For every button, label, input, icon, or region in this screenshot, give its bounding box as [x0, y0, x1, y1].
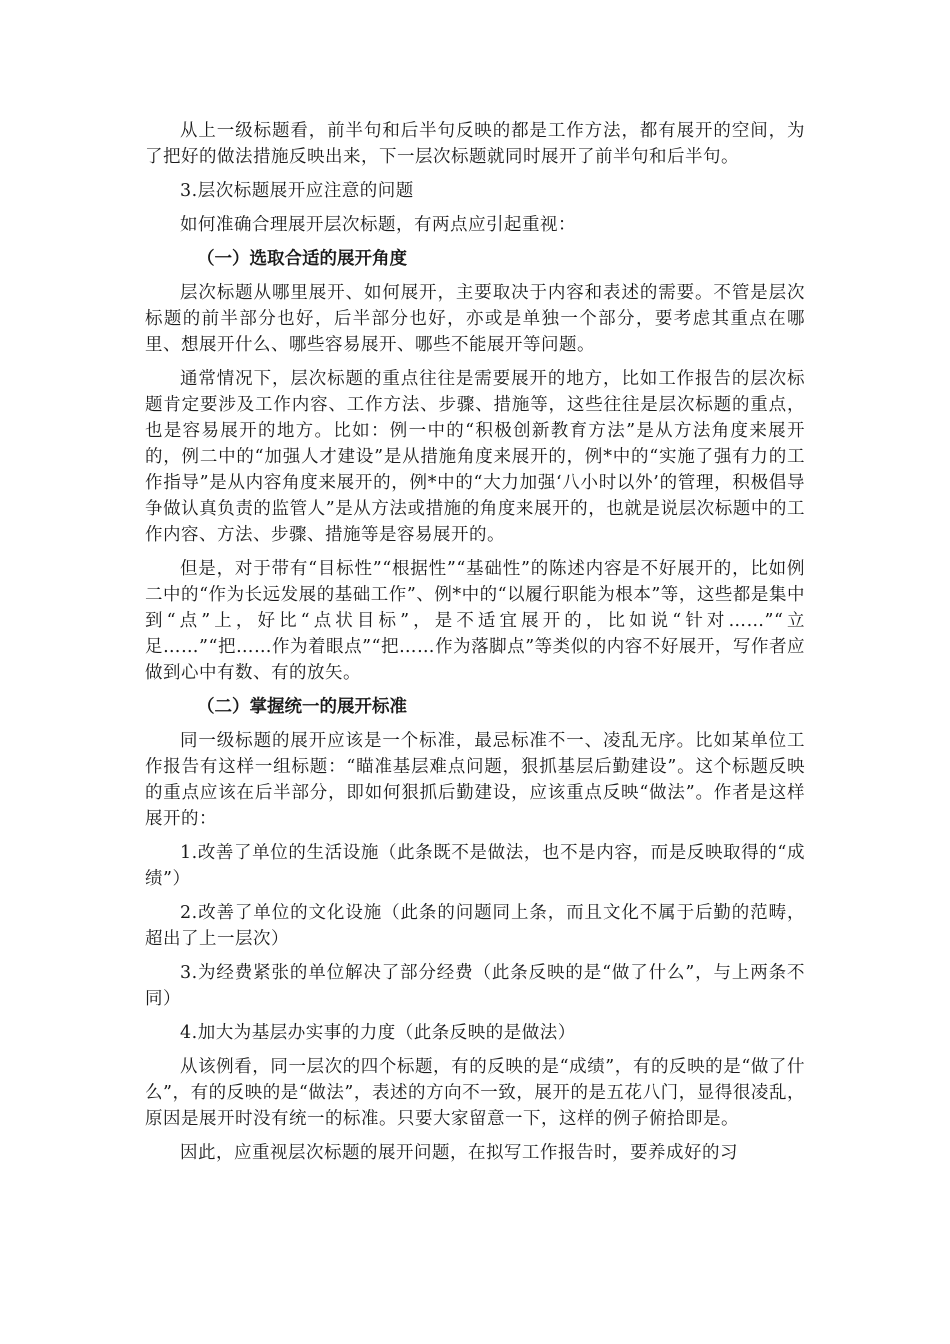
document-page	[145, 118, 805, 1174]
heading-choose-angle: （一）选取合适的展开角度	[197, 249, 407, 269]
list-item-3: 3.为经费紧张的单位解决了部分经费（此条反映的是“做了什么”，与上两条不同）	[145, 963, 805, 1009]
heading-unified-standard: （二）掌握统一的展开标准	[197, 697, 407, 717]
paragraph-conclusion: 因此，应重视层次标题的展开问题，在拟写工作报告时，要养成好的习	[180, 1143, 738, 1163]
list-item-1: 1.改善了单位的生活设施（此条既不是做法，也不是内容，而是反映取得的“成绩”）	[145, 843, 805, 889]
list-item-2: 2.改善了单位的文化设施（此条的问题同上条，而且文化不属于后勤的范畴，超出了上一层次）	[145, 903, 805, 949]
paragraph-standard-example: 同一级标题的展开应该是一个标准，最忌标准不一、凌乱无序。比如某单位工作报告有这样一组标题：“瞄准基层难点问题，狠抓基层后勤建设”。这个标题反映的重点应该在后半部分，即如何狠抓后勤建设，应该重点反映“做法”。作者是这样展开的：	[145, 731, 805, 829]
paragraph-intro: 如何准确合理展开层次标题，有两点应引起重视：	[180, 215, 576, 235]
paragraph-not-expandable: 但是，对于带有“目标性”“根据性”“基础性”的陈述内容是不好展开的，比如例二中的“作为长远发展的基础工作”、例*中的“以履行职能为根本”等，这些都是集中到“点”上，好比“点状目标”，是不适宜展开的，比如说“针对……”“立足……”“把……作为着眼点”“把……作为落脚点”等类似的内容不好展开，写作者应做到心中有数、有的放矢。	[145, 559, 805, 683]
list-item-4: 4.加大为基层办实事的力度（此条反映的是做法）	[180, 1023, 576, 1043]
paragraph-where-expand: 层次标题从哪里展开、如何展开，主要取决于内容和表述的需要。不管是层次标题的前半部分也好，后半部分也好，亦或是单独一个部分，要考虑其重点在哪里、想展开什么、哪些容易展开、哪些不能展开等问题。	[145, 283, 805, 355]
paragraph-analysis: 从该例看，同一层次的四个标题，有的反映的是“成绩”，有的反映的是“做了什么”，有的反映的是“做法”，表述的方向不一致，展开的是五花八门，显得很凌乱，原因是展开时没有统一的标准。只要大家留意一下，这样的例子俯拾即是。	[145, 1057, 805, 1129]
paragraph-focus-points: 通常情况下，层次标题的重点往往是需要展开的地方，比如工作报告的层次标题肯定要涉及工作内容、工作方法、步骤、措施等，这些往往是层次标题的重点，也是容易展开的地方。比如：例一中的“积极创新教育方法”是从方法角度来展开的，例二中的“加强人才建设”是从措施角度来展开的，例*中的“实施了强有力的工作指导”是从内容角度来展开的，例*中的“大力加强‘八小时以外’的管理，积极倡导争做认真负责的监管人”是从方法或措施的角度来展开的，也就是说层次标题中的工作内容、方法、步骤、措施等是容易展开的。	[145, 369, 805, 545]
paragraph-method-expansion: 从上一级标题看，前半句和后半句反映的都是工作方法，都有展开的空间，为了把好的做法措施反映出来，下一层次标题就同时展开了前半句和后半句。	[145, 121, 805, 167]
section-title-3: 3.层次标题展开应注意的问题	[180, 181, 414, 201]
